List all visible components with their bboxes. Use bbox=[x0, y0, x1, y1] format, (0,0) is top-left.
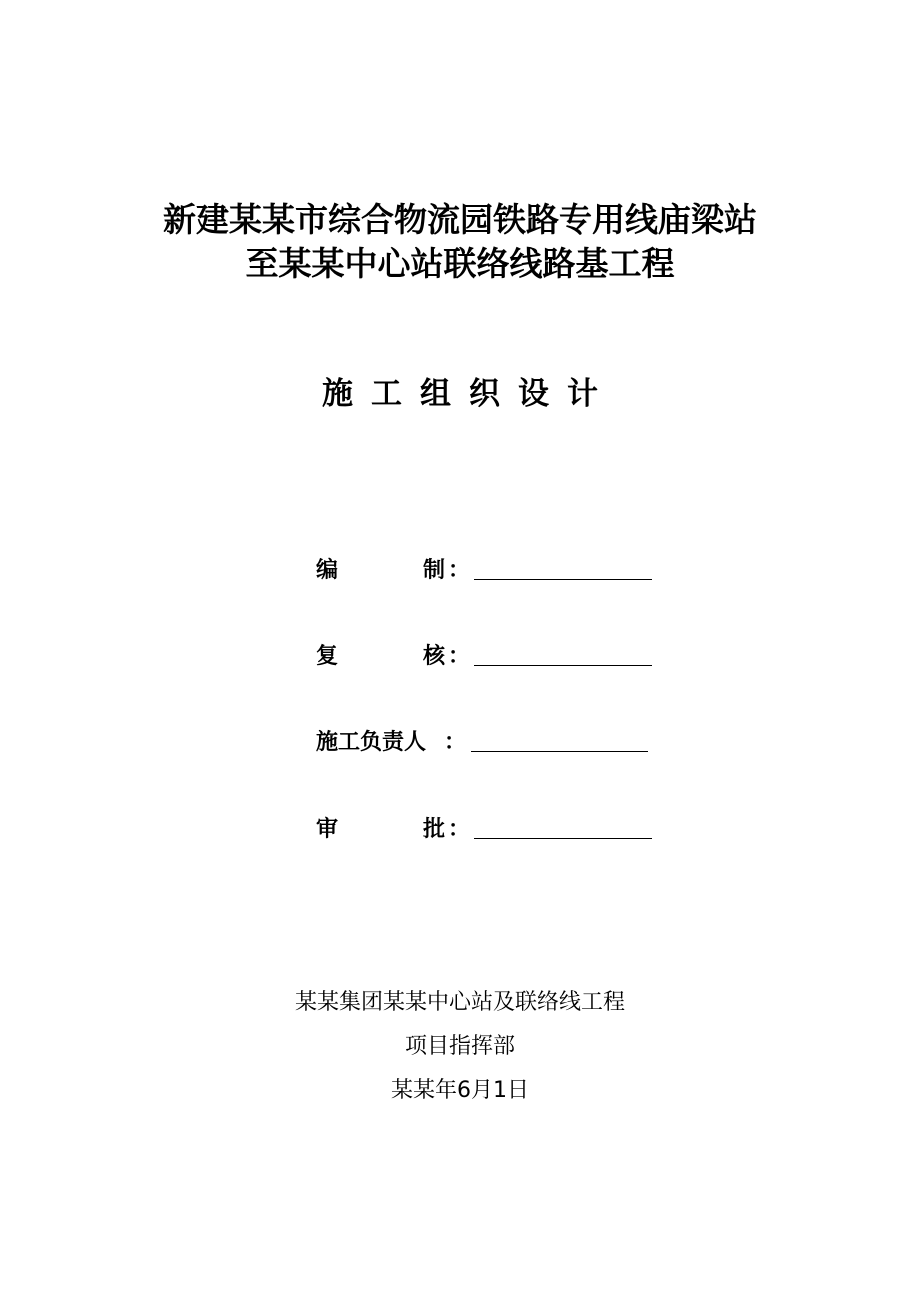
manager-signature-line bbox=[471, 751, 648, 752]
footer-organization: 某某集团某某中心站及联络线工程 bbox=[294, 990, 625, 1015]
compile-label-char-2: 制 bbox=[423, 558, 446, 583]
manager-label: 施工负责人 bbox=[316, 730, 427, 755]
document-title-line-2: 至某某中心站联络线路基工程 bbox=[245, 244, 675, 283]
approve-label-char-2: 批 bbox=[423, 817, 446, 842]
review-label-char-2: 核 bbox=[423, 644, 446, 669]
manager-colon: ： bbox=[444, 730, 467, 755]
compile-signature-line bbox=[474, 579, 652, 580]
approve-label-char-1: 审 bbox=[316, 817, 339, 842]
approve-colon: ： bbox=[448, 817, 471, 842]
document-title-line-1: 新建某某市综合物流园铁路专用线庙梁站 bbox=[163, 200, 757, 239]
review-label-char-1: 复 bbox=[316, 644, 339, 669]
footer-date: 某某年6月1日 bbox=[391, 1078, 529, 1103]
compile-label-char-1: 编 bbox=[316, 558, 339, 583]
approve-signature-line bbox=[474, 838, 652, 839]
review-signature-line bbox=[474, 665, 652, 666]
compile-colon: ： bbox=[448, 558, 471, 583]
review-colon: ： bbox=[448, 644, 471, 669]
document-subtitle: 施工组织设计 bbox=[322, 376, 616, 412]
footer-department: 项目指挥部 bbox=[404, 1034, 515, 1059]
